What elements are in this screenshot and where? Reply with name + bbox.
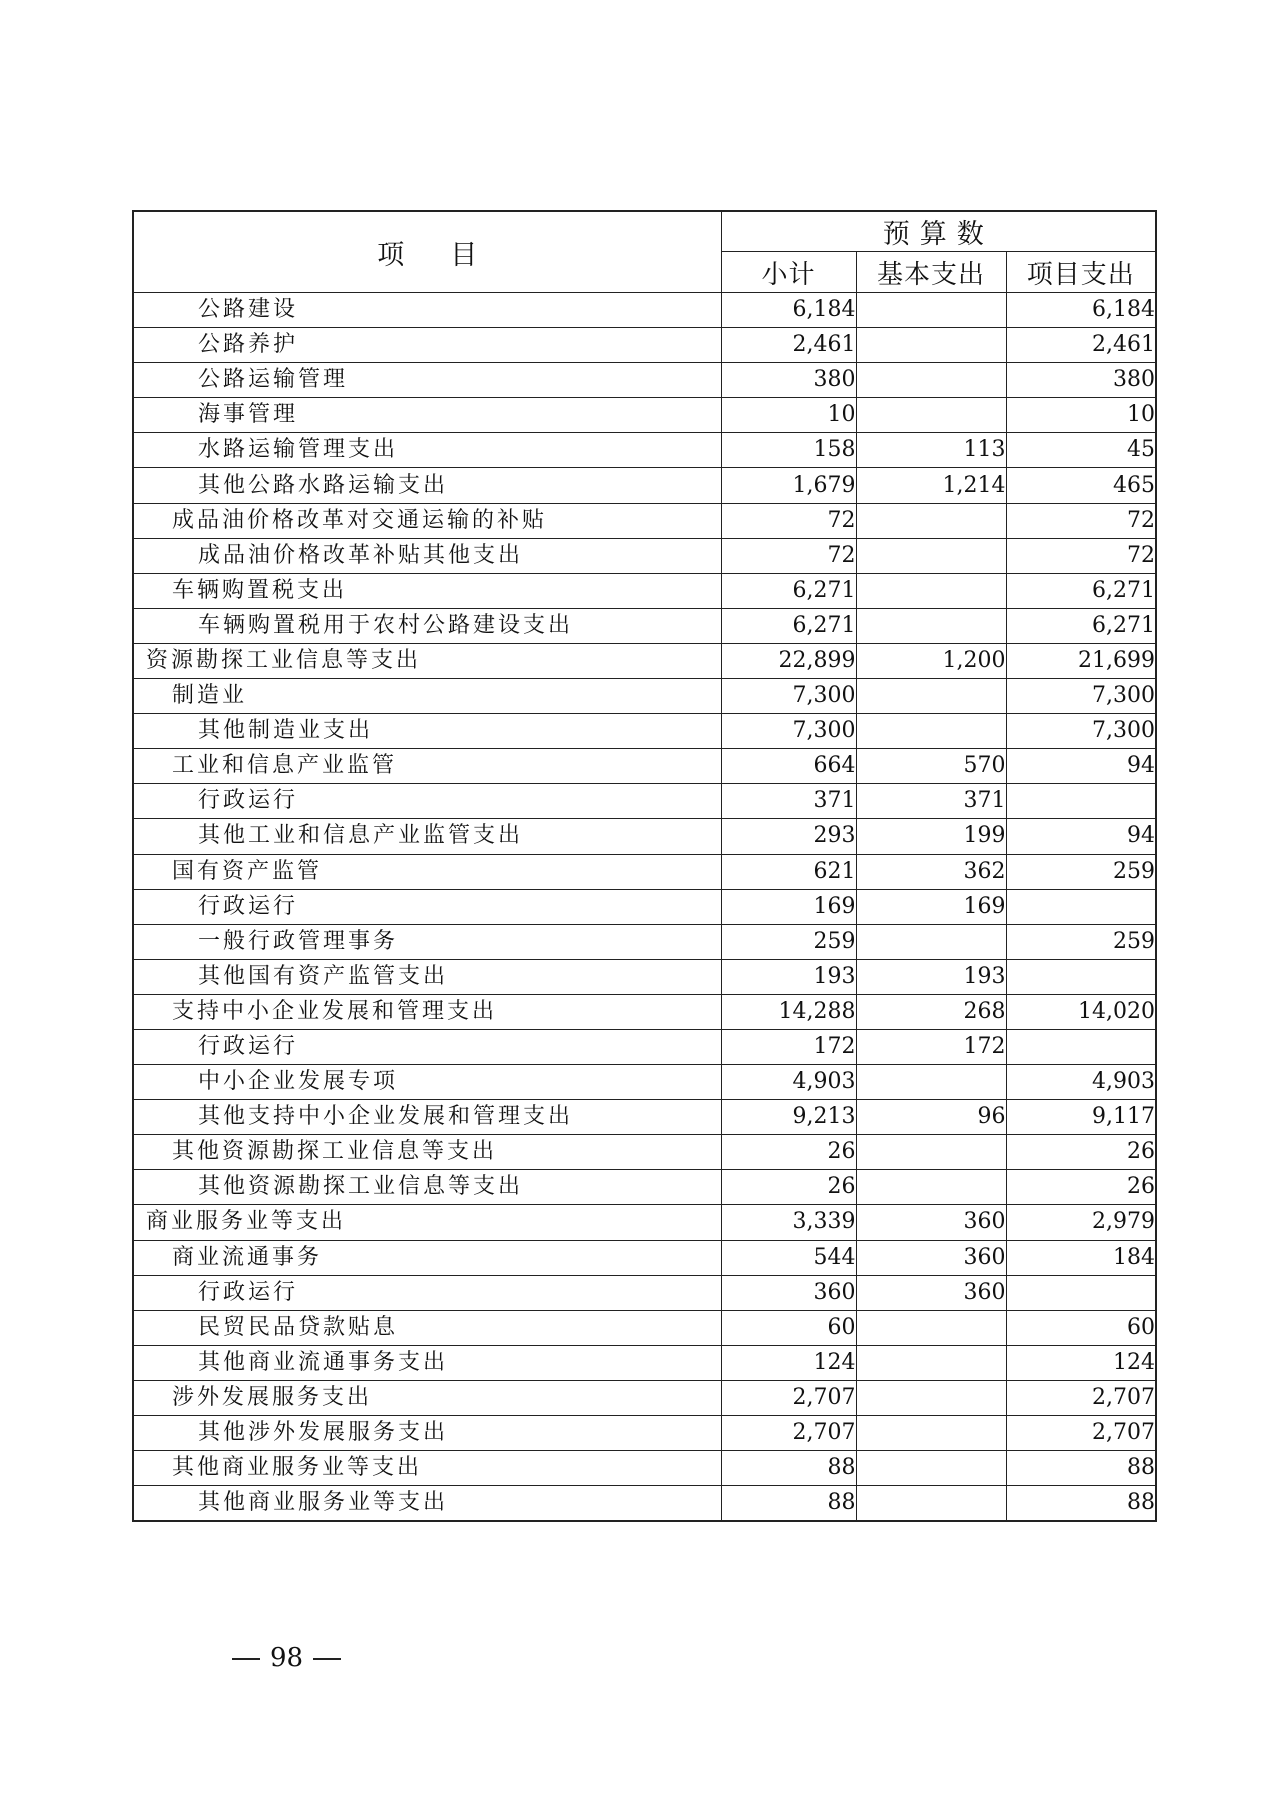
row-basic (856, 679, 1006, 714)
row-subtotal: 9,213 (721, 1100, 856, 1135)
row-project: 45 (1006, 433, 1156, 468)
row-basic (856, 714, 1006, 749)
row-project: 259 (1006, 924, 1156, 959)
row-item-name: 工业和信息产业监管 (133, 749, 721, 784)
table-row (133, 1240, 1156, 1275)
row-subtotal: 169 (721, 889, 856, 924)
row-item-name: 其他资源勘探工业信息等支出 (133, 1135, 721, 1170)
table-row (133, 398, 1156, 433)
row-item-name: 车辆购置税支出 (133, 573, 721, 608)
row-subtotal: 158 (721, 433, 856, 468)
row-item-name: 其他资源勘探工业信息等支出 (133, 1170, 721, 1205)
row-subtotal: 193 (721, 959, 856, 994)
row-subtotal: 72 (721, 503, 856, 538)
row-basic (856, 538, 1006, 573)
table-row (133, 1170, 1156, 1205)
row-project: 9,117 (1006, 1100, 1156, 1135)
row-item-name: 民贸民品贷款贴息 (133, 1310, 721, 1345)
row-subtotal: 664 (721, 749, 856, 784)
row-item-name: 其他公路水路运输支出 (133, 468, 721, 503)
row-basic: 268 (856, 994, 1006, 1029)
row-item-name: 公路养护 (133, 328, 721, 363)
table-row (133, 854, 1156, 889)
row-basic (856, 924, 1006, 959)
row-basic: 113 (856, 433, 1006, 468)
header-item: 项 目 (133, 211, 721, 293)
table-row (133, 819, 1156, 854)
page-number (222, 1643, 351, 1673)
table-row (133, 433, 1156, 468)
row-project: 10 (1006, 398, 1156, 433)
row-basic (856, 1065, 1006, 1100)
table-row (133, 1486, 1156, 1522)
table-row (133, 1345, 1156, 1380)
row-subtotal: 259 (721, 924, 856, 959)
row-item-name: 制造业 (133, 679, 721, 714)
row-item-name: 行政运行 (133, 1275, 721, 1310)
table-row (133, 538, 1156, 573)
table-row (133, 328, 1156, 363)
row-basic (856, 363, 1006, 398)
table-row (133, 573, 1156, 608)
row-project: 21,699 (1006, 643, 1156, 678)
row-project: 7,300 (1006, 714, 1156, 749)
table-row (133, 1205, 1156, 1240)
row-project: 259 (1006, 854, 1156, 889)
row-subtotal: 6,271 (721, 608, 856, 643)
table-row (133, 608, 1156, 643)
row-item-name: 中小企业发展专项 (133, 1065, 721, 1100)
row-basic (856, 293, 1006, 328)
table-row (133, 1275, 1156, 1310)
row-subtotal: 124 (721, 1345, 856, 1380)
row-basic: 360 (856, 1205, 1006, 1240)
row-basic: 360 (856, 1240, 1006, 1275)
table-row (133, 363, 1156, 398)
row-project: 14,020 (1006, 994, 1156, 1029)
row-subtotal: 621 (721, 854, 856, 889)
row-subtotal: 544 (721, 1240, 856, 1275)
row-basic: 96 (856, 1100, 1006, 1135)
row-item-name: 行政运行 (133, 1029, 721, 1064)
row-item-name: 商业服务业等支出 (133, 1205, 721, 1240)
row-item-name: 资源勘探工业信息等支出 (133, 643, 721, 678)
row-subtotal: 360 (721, 1275, 856, 1310)
row-item-name: 公路运输管理 (133, 363, 721, 398)
table-row (133, 1451, 1156, 1486)
row-item-name: 其他制造业支出 (133, 714, 721, 749)
row-item-name: 支持中小企业发展和管理支出 (133, 994, 721, 1029)
row-project: 6,271 (1006, 573, 1156, 608)
row-basic (856, 608, 1006, 643)
row-subtotal: 10 (721, 398, 856, 433)
table-body (133, 293, 1156, 1522)
row-subtotal: 26 (721, 1170, 856, 1205)
row-item-name: 商业流通事务 (133, 1240, 721, 1275)
row-item-name: 其他工业和信息产业监管支出 (133, 819, 721, 854)
table-row (133, 1380, 1156, 1415)
table-row (133, 994, 1156, 1029)
row-subtotal: 88 (721, 1486, 856, 1522)
table-row (133, 959, 1156, 994)
row-item-name: 公路建设 (133, 293, 721, 328)
row-project: 94 (1006, 749, 1156, 784)
page-dash-left (232, 1658, 260, 1660)
row-subtotal: 6,184 (721, 293, 856, 328)
budget-table (132, 210, 1157, 1522)
row-subtotal: 22,899 (721, 643, 856, 678)
table-row (133, 643, 1156, 678)
header-project: 项目支出 (1006, 252, 1156, 293)
row-item-name: 其他商业服务业等支出 (133, 1451, 721, 1486)
row-subtotal: 72 (721, 538, 856, 573)
row-project: 4,903 (1006, 1065, 1156, 1100)
table-row (133, 293, 1156, 328)
row-basic (856, 1345, 1006, 1380)
row-subtotal: 371 (721, 784, 856, 819)
table-row (133, 1065, 1156, 1100)
row-basic (856, 1170, 1006, 1205)
row-item-name: 涉外发展服务支出 (133, 1380, 721, 1415)
row-basic: 199 (856, 819, 1006, 854)
row-project: 88 (1006, 1451, 1156, 1486)
row-item-name: 行政运行 (133, 889, 721, 924)
row-item-name: 成品油价格改革补贴其他支出 (133, 538, 721, 573)
table-row (133, 503, 1156, 538)
row-basic (856, 1135, 1006, 1170)
row-project (1006, 959, 1156, 994)
row-subtotal: 14,288 (721, 994, 856, 1029)
table-row (133, 1310, 1156, 1345)
page-dash-right (313, 1658, 341, 1660)
row-project: 26 (1006, 1170, 1156, 1205)
row-subtotal: 380 (721, 363, 856, 398)
row-subtotal: 3,339 (721, 1205, 856, 1240)
row-project: 26 (1006, 1135, 1156, 1170)
row-subtotal: 1,679 (721, 468, 856, 503)
row-project: 465 (1006, 468, 1156, 503)
row-project: 380 (1006, 363, 1156, 398)
table-row (133, 714, 1156, 749)
row-project: 2,707 (1006, 1416, 1156, 1451)
row-subtotal: 6,271 (721, 573, 856, 608)
row-basic: 362 (856, 854, 1006, 889)
row-subtotal: 2,461 (721, 328, 856, 363)
row-item-name: 其他商业流通事务支出 (133, 1345, 721, 1380)
table-row (133, 749, 1156, 784)
row-project: 72 (1006, 503, 1156, 538)
row-subtotal: 172 (721, 1029, 856, 1064)
row-item-name: 国有资产监管 (133, 854, 721, 889)
row-item-name: 其他支持中小企业发展和管理支出 (133, 1100, 721, 1135)
row-subtotal: 2,707 (721, 1416, 856, 1451)
row-basic: 193 (856, 959, 1006, 994)
table-row (133, 889, 1156, 924)
header-budget: 预算数 (721, 211, 1156, 252)
row-item-name: 成品油价格改革对交通运输的补贴 (133, 503, 721, 538)
row-basic: 570 (856, 749, 1006, 784)
table-row (133, 1416, 1156, 1451)
row-basic (856, 573, 1006, 608)
row-basic (856, 1310, 1006, 1345)
row-item-name: 行政运行 (133, 784, 721, 819)
row-basic (856, 1380, 1006, 1415)
row-basic (856, 328, 1006, 363)
table-row (133, 1135, 1156, 1170)
table-row (133, 679, 1156, 714)
row-basic (856, 1451, 1006, 1486)
row-item-name: 水路运输管理支出 (133, 433, 721, 468)
row-subtotal: 7,300 (721, 714, 856, 749)
row-subtotal: 60 (721, 1310, 856, 1345)
row-basic (856, 1486, 1006, 1522)
row-project (1006, 1275, 1156, 1310)
row-project: 60 (1006, 1310, 1156, 1345)
row-basic: 1,200 (856, 643, 1006, 678)
row-basic: 169 (856, 889, 1006, 924)
row-subtotal: 7,300 (721, 679, 856, 714)
row-basic (856, 1416, 1006, 1451)
row-project: 2,461 (1006, 328, 1156, 363)
table-row (133, 924, 1156, 959)
table-row (133, 1029, 1156, 1064)
row-item-name: 其他涉外发展服务支出 (133, 1416, 721, 1451)
row-subtotal: 293 (721, 819, 856, 854)
row-basic: 1,214 (856, 468, 1006, 503)
row-project: 7,300 (1006, 679, 1156, 714)
row-item-name: 海事管理 (133, 398, 721, 433)
row-subtotal: 26 (721, 1135, 856, 1170)
row-basic (856, 398, 1006, 433)
table-header (133, 211, 1156, 293)
table-row (133, 468, 1156, 503)
row-project (1006, 1029, 1156, 1064)
row-project: 6,271 (1006, 608, 1156, 643)
row-project: 72 (1006, 538, 1156, 573)
row-basic: 172 (856, 1029, 1006, 1064)
row-project (1006, 784, 1156, 819)
row-project: 88 (1006, 1486, 1156, 1522)
row-item-name: 一般行政管理事务 (133, 924, 721, 959)
row-project: 184 (1006, 1240, 1156, 1275)
header-basic: 基本支出 (856, 252, 1006, 293)
row-project: 94 (1006, 819, 1156, 854)
row-basic: 360 (856, 1275, 1006, 1310)
row-project: 2,707 (1006, 1380, 1156, 1415)
row-project (1006, 889, 1156, 924)
row-basic (856, 503, 1006, 538)
table-row (133, 1100, 1156, 1135)
row-subtotal: 2,707 (721, 1380, 856, 1415)
row-item-name: 车辆购置税用于农村公路建设支出 (133, 608, 721, 643)
row-item-name: 其他商业服务业等支出 (133, 1486, 721, 1522)
row-subtotal: 88 (721, 1451, 856, 1486)
header-subtotal: 小计 (721, 252, 856, 293)
row-basic: 371 (856, 784, 1006, 819)
row-project: 124 (1006, 1345, 1156, 1380)
row-project: 6,184 (1006, 293, 1156, 328)
row-subtotal: 4,903 (721, 1065, 856, 1100)
table-row (133, 784, 1156, 819)
row-project: 2,979 (1006, 1205, 1156, 1240)
row-item-name: 其他国有资产监管支出 (133, 959, 721, 994)
page-number-value: 98 (270, 1643, 304, 1673)
